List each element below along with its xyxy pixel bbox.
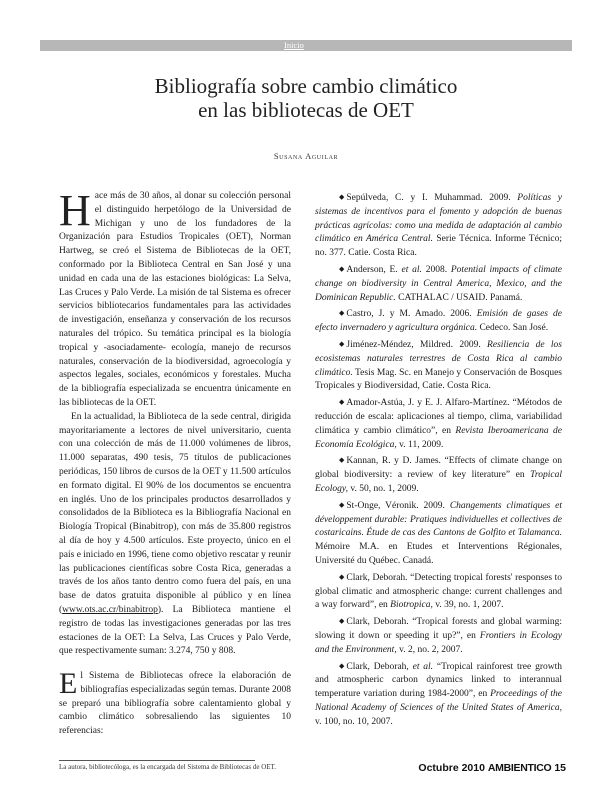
left-column <box>59 186 291 739</box>
reference-item: ◆ St-Onge, Véronik. 2009. Changements climatiques et développement durable: Pratiques individuelles et collectives de costaricains. Étude de cas des Cantons de Golfito et Talamanca. Mémoire M.A. en Etudes et Interventions Régionales, Université du Québec. Canadá. <box>315 500 563 566</box>
reference-item: ◆ Amador-Astúa, J. y E. J. Alfaro-Martínez. “Métodos de reducción de escala: aplicaciones al tiempo, clima, variabilidad climática y cambio climático”, en Revista Iberoamericana de Economía Ecológica, v. 11, 2009. <box>315 398 562 450</box>
bullet-icon: ◆ <box>339 572 345 581</box>
binabitrop-link[interactable]: www.ots.ac.cr/binabitrop <box>62 604 158 615</box>
bullet-icon: ◆ <box>339 661 345 670</box>
paragraph-2-text-a: En la actualidad, la Biblioteca de la sede central, dirigida mayoritariamente a lectores de nivel universitario, cuenta con una colección de más de 11.000 volúmenes de libros, 11.000 separatas, 490 tesis, 75 títulos de publicaciones periódicas, 150 libros de cursos de la OET y 11.500 artículos en formato digital. El 90% de los documentos se encuentra en inglés. Uno de los principales productos desarrollados y consolidados de la Biblioteca es la Bibliografía Nacional en Biología Tropical (Binabitrop), con más de 35.800 registros al día de hoy y 4.500 artículos. Este proyecto, único en el país e iniciado en 1996, tiene como objetivo rescatar y reunir las publicaciones científicas sobre Costa Rica, generadas a través de los años tanto dentro como fuera del país, en una base de datos gratuita disponible al público y en línea ( <box>59 411 291 615</box>
bullet-icon: ◆ <box>339 339 345 348</box>
paragraph-3-text: l Sistema de Bibliotecas ofrece la elaboración de bibliografías especializadas según temas. Durante 2008 se preparó una bibliografía sobre calentamiento global y cambio climático sobresaliendo las siguientes 10 referencias: <box>59 671 291 737</box>
references-column <box>315 191 562 731</box>
reference-item: ◆ Kannan, R. y D. James. “Effects of climate change on global biodiversity: a review of key literature” en Tropical Ecology, v. 50, no. 1, 2009. <box>315 456 562 494</box>
reference-item: ◆ Sepúlveda, C. y I. Muhammad. 2009. Políticas y sistemas de incentivos para el fomento y adopción de buenas prácticas agrícolas: como una medida de adaptación al cambio climático en América Central. Serie Técnica. Informe Técnico; no. 377. Catie. Costa Rica. <box>315 193 563 259</box>
page-number: 15 <box>554 762 566 774</box>
reference-item: ◆ Anderson, E. et al. 2008. Potential impacts of climate change on biodiversity in Central America, Mexico, and the Dominican Republic. CATHALAC / USAID. Panamá. <box>315 264 562 303</box>
bullet-icon: ◆ <box>339 309 345 318</box>
author-byline: Susana Aguilar <box>273 151 339 161</box>
bullet-icon: ◆ <box>339 617 345 626</box>
reference-item: ◆ Clark, Deborah. “Detecting tropical forests' responses to global climatic and atmospheric change: current challenges and a way forward”, en Biotropica, v. 39, no. 1, 2007. <box>315 572 562 611</box>
reference-item: ◆ Clark, Deborah. “Tropical forests and global warming: slowing it down or speeding it up?”, en Frontiers in Ecology and the Environment, v. 2, no. 2, 2007. <box>315 617 562 655</box>
paragraph-1 <box>59 186 291 411</box>
title-line-2: en las bibliotecas de OET <box>198 98 414 122</box>
paragraph-1-text: ace más de 30 años, al donar su colección personal el distinguido herpetólogo de la Universidad de Michigan y uno de los fundadores de la Organización para Estudios Tropicales (OET), Norman Hartweg, se creó el Sistema de Bibliotecas de la OET, conformado por la Biblioteca Central en San José y una unidad en cada una de las estaciones biológicas: La Selva, Las Cruces y Palo Verde. La misión de tal Sistema es ofrecer servicios bibliotecarios fundamentales para las actividades de investigación, enseñanza y conservación de los recursos naturales del trópico. Su temática principal es la biología tropical y -asociadamente- ecología, manejo de recursos naturales, conservación de la biodiversidad, agroecología y aspectos legales, sociales, económicos y forestales. Mucha de la bibliografía especializada se encuentra únicamente en las bibliotecas de la OET. <box>59 191 291 408</box>
section-header-bar <box>40 40 572 51</box>
magazine-name: AMBIENTICO <box>487 762 552 774</box>
paragraph-2 <box>59 411 291 659</box>
reference-item: ◆ Jiménez-Méndez, Mildred. 2009. Resiliencia de los ecosistemas naturales terrestres de Costa Rica al cambio climático. Tesis Mag. Sc. en Manejo y Conservación de Bosques Tropicales y Biodiversidad, Catie. Costa Rica. <box>315 339 562 392</box>
reference-item: ◆ Castro, J. y M. Amado. 2006. Emisión de gases de efecto invernadero y agricultura orgánica. Cedeco. San José. <box>315 309 563 334</box>
author-footnote: La autora, bibliotecóloga, es la encargada del Sistema de Bibliotecas de OET. <box>59 763 277 771</box>
page-footer <box>400 762 566 774</box>
bullet-icon: ◆ <box>339 398 345 407</box>
reference-item: ◆ Clark, Deborah, et al. “Tropical rainforest tree growth and atmospheric carbon dynamics linked to interannual temperature variation during 1984-2000”, en Proceedings of the National Academy of Sciences of the United States of America, v. 100, no. 10, 2007. <box>315 661 562 727</box>
bullet-icon: ◆ <box>339 500 345 509</box>
drop-cap-e: E <box>59 667 78 701</box>
drop-cap-h: H <box>59 186 91 235</box>
footnote-divider <box>59 760 255 761</box>
paragraph-3 <box>59 667 291 739</box>
article-title <box>40 74 572 122</box>
section-label[interactable]: Inicio <box>284 40 304 50</box>
bullet-icon: ◆ <box>339 456 345 465</box>
issue-date: Octubre 2010 <box>418 762 485 774</box>
bullet-icon: ◆ <box>339 264 345 273</box>
title-line-1: Bibliografía sobre cambio climático <box>154 74 458 98</box>
bullet-icon: ◆ <box>339 193 345 201</box>
paragraph-2-text-b: ). La Biblioteca mantiene el registro de todas las investigaciones generadas por las tres estaciones de la OET: La Selva, Las Cruces y Palo Verde, que respectivamente suman: 3.274, 750 y 808. <box>59 604 291 657</box>
